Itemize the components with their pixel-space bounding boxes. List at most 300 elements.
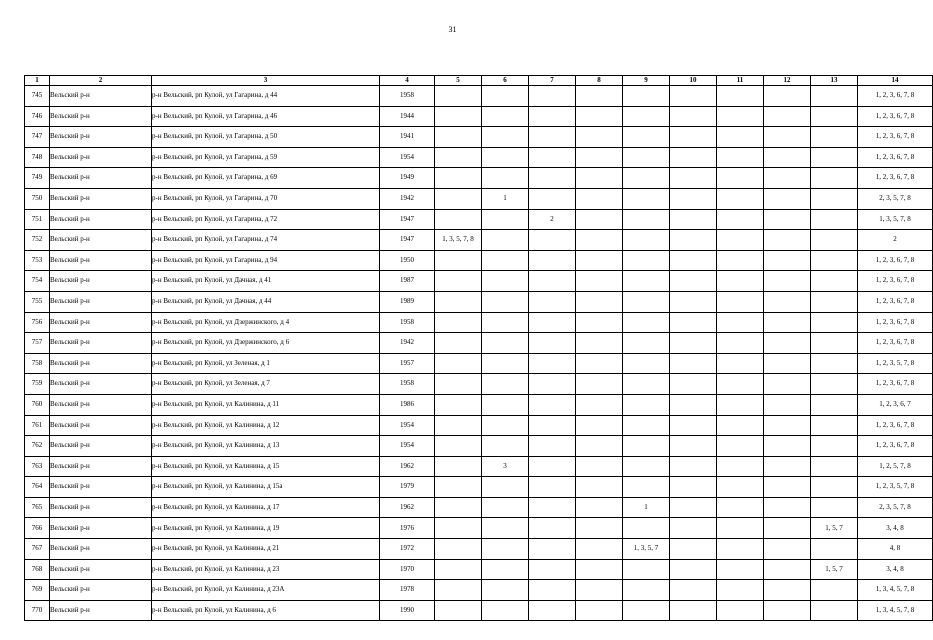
district-cell: Вельский р-н bbox=[50, 353, 152, 374]
col11-cell bbox=[717, 250, 764, 271]
col12-cell bbox=[764, 415, 811, 436]
col5-cell bbox=[435, 106, 482, 127]
col11-cell bbox=[717, 353, 764, 374]
col8-cell bbox=[576, 147, 623, 168]
table-row bbox=[25, 147, 933, 168]
table-row bbox=[25, 230, 933, 251]
col12-cell bbox=[764, 518, 811, 539]
col14-cell: 1, 2, 5, 7, 8 bbox=[858, 456, 933, 477]
year-cell: 1990 bbox=[380, 600, 435, 621]
col9-cell: 1, 3, 5, 7 bbox=[623, 539, 670, 560]
col11-cell bbox=[717, 271, 764, 292]
col5-cell bbox=[435, 374, 482, 395]
col5-cell bbox=[435, 209, 482, 230]
col14-cell: 4, 8 bbox=[858, 539, 933, 560]
col11-cell bbox=[717, 106, 764, 127]
year-cell: 1978 bbox=[380, 580, 435, 601]
col5-cell bbox=[435, 497, 482, 518]
address-cell: р-н Вельский, рп Кулой, ул Гагарина, д 74 bbox=[152, 230, 380, 251]
table-row bbox=[25, 580, 933, 601]
col11-cell bbox=[717, 209, 764, 230]
col6-cell bbox=[482, 559, 529, 580]
col11-cell bbox=[717, 168, 764, 189]
table-row bbox=[25, 291, 933, 312]
district-cell: Вельский р-н bbox=[50, 456, 152, 477]
col5-cell bbox=[435, 250, 482, 271]
col9-cell bbox=[623, 580, 670, 601]
year-cell: 1947 bbox=[380, 230, 435, 251]
col9-cell bbox=[623, 312, 670, 333]
address-cell: р-н Вельский, рп Кулой, ул Калинина, д 21 bbox=[152, 539, 380, 560]
col12-cell bbox=[764, 312, 811, 333]
col9-cell bbox=[623, 333, 670, 354]
col6-cell bbox=[482, 230, 529, 251]
col12-cell bbox=[764, 374, 811, 395]
address-cell: р-н Вельский, рп Кулой, ул Гагарина, д 72 bbox=[152, 209, 380, 230]
col7-cell bbox=[529, 415, 576, 436]
col12-cell bbox=[764, 559, 811, 580]
address-cell: р-н Вельский, рп Кулой, ул Калинина, д 11 bbox=[152, 394, 380, 415]
year-cell: 1944 bbox=[380, 106, 435, 127]
col11-cell bbox=[717, 456, 764, 477]
col7-cell bbox=[529, 539, 576, 560]
col11-cell bbox=[717, 497, 764, 518]
col6-cell bbox=[482, 86, 529, 107]
col6-cell bbox=[482, 580, 529, 601]
col9-cell bbox=[623, 188, 670, 209]
table-row bbox=[25, 559, 933, 580]
col14-cell: 1, 2, 3, 5, 7, 8 bbox=[858, 477, 933, 498]
col7-cell bbox=[529, 291, 576, 312]
col12-cell bbox=[764, 188, 811, 209]
col12-cell bbox=[764, 230, 811, 251]
col5-cell bbox=[435, 456, 482, 477]
district-cell: Вельский р-н bbox=[50, 250, 152, 271]
col7-cell bbox=[529, 353, 576, 374]
row-number: 746 bbox=[25, 106, 50, 127]
col5-cell bbox=[435, 271, 482, 292]
address-cell: р-н Вельский, рп Кулой, ул Гагарина, д 59 bbox=[152, 147, 380, 168]
col14-cell: 1, 2, 3, 6, 7, 8 bbox=[858, 250, 933, 271]
col13-cell bbox=[811, 456, 858, 477]
col11-cell bbox=[717, 312, 764, 333]
row-number: 754 bbox=[25, 271, 50, 292]
year-cell: 1947 bbox=[380, 209, 435, 230]
district-cell: Вельский р-н bbox=[50, 477, 152, 498]
col6-cell bbox=[482, 250, 529, 271]
col6-cell bbox=[482, 374, 529, 395]
col13-cell bbox=[811, 580, 858, 601]
col11-cell bbox=[717, 539, 764, 560]
col12-cell bbox=[764, 106, 811, 127]
col10-cell bbox=[670, 580, 717, 601]
col8-cell bbox=[576, 518, 623, 539]
address-cell: р-н Вельский, рп Кулой, ул Калинина, д 17 bbox=[152, 497, 380, 518]
row-number: 762 bbox=[25, 436, 50, 457]
district-cell: Вельский р-н bbox=[50, 518, 152, 539]
col13-cell bbox=[811, 147, 858, 168]
address-cell: р-н Вельский, рп Кулой, ул Калинина, д 23 bbox=[152, 559, 380, 580]
row-number: 751 bbox=[25, 209, 50, 230]
col8-cell bbox=[576, 374, 623, 395]
col5-cell bbox=[435, 539, 482, 560]
col10-cell bbox=[670, 353, 717, 374]
col7-cell bbox=[529, 86, 576, 107]
col14-cell: 1, 3, 4, 5, 7, 8 bbox=[858, 600, 933, 621]
col11-cell bbox=[717, 86, 764, 107]
col5-cell bbox=[435, 188, 482, 209]
col5-cell bbox=[435, 580, 482, 601]
col12-cell bbox=[764, 600, 811, 621]
col7-cell bbox=[529, 477, 576, 498]
col8-cell bbox=[576, 477, 623, 498]
column-header: 13 bbox=[811, 76, 858, 86]
col13-cell bbox=[811, 312, 858, 333]
col8-cell bbox=[576, 394, 623, 415]
col9-cell bbox=[623, 291, 670, 312]
row-number: 753 bbox=[25, 250, 50, 271]
col8-cell bbox=[576, 230, 623, 251]
col6-cell bbox=[482, 127, 529, 148]
col9-cell: 1 bbox=[623, 497, 670, 518]
col13-cell bbox=[811, 291, 858, 312]
col10-cell bbox=[670, 291, 717, 312]
col11-cell bbox=[717, 518, 764, 539]
year-cell: 1976 bbox=[380, 518, 435, 539]
column-header: 14 bbox=[858, 76, 933, 86]
table-row bbox=[25, 497, 933, 518]
col7-cell bbox=[529, 312, 576, 333]
year-cell: 1958 bbox=[380, 86, 435, 107]
col5-cell: 1, 3, 5, 7, 8 bbox=[435, 230, 482, 251]
column-header: 11 bbox=[717, 76, 764, 86]
table-row bbox=[25, 415, 933, 436]
col12-cell bbox=[764, 333, 811, 354]
address-cell: р-н Вельский, рп Кулой, ул Дачная, д 44 bbox=[152, 291, 380, 312]
col9-cell bbox=[623, 436, 670, 457]
col8-cell bbox=[576, 600, 623, 621]
col12-cell bbox=[764, 250, 811, 271]
col12-cell bbox=[764, 353, 811, 374]
district-cell: Вельский р-н bbox=[50, 312, 152, 333]
district-cell: Вельский р-н bbox=[50, 271, 152, 292]
col11-cell bbox=[717, 147, 764, 168]
col8-cell bbox=[576, 415, 623, 436]
row-number: 745 bbox=[25, 86, 50, 107]
col13-cell bbox=[811, 477, 858, 498]
address-cell: р-н Вельский, рп Кулой, ул Гагарина, д 70 bbox=[152, 188, 380, 209]
row-number: 750 bbox=[25, 188, 50, 209]
address-cell: р-н Вельский, рп Кулой, ул Калинина, д 12 bbox=[152, 415, 380, 436]
col5-cell bbox=[435, 600, 482, 621]
row-number: 755 bbox=[25, 291, 50, 312]
col10-cell bbox=[670, 497, 717, 518]
col13-cell bbox=[811, 415, 858, 436]
col5-cell bbox=[435, 291, 482, 312]
year-cell: 1989 bbox=[380, 291, 435, 312]
year-cell: 1987 bbox=[380, 271, 435, 292]
col10-cell bbox=[670, 127, 717, 148]
col10-cell bbox=[670, 456, 717, 477]
col7-cell bbox=[529, 436, 576, 457]
col9-cell bbox=[623, 456, 670, 477]
col6-cell bbox=[482, 353, 529, 374]
col9-cell bbox=[623, 271, 670, 292]
col7-cell bbox=[529, 106, 576, 127]
year-cell: 1957 bbox=[380, 353, 435, 374]
col9-cell bbox=[623, 374, 670, 395]
district-cell: Вельский р-н bbox=[50, 374, 152, 395]
district-cell: Вельский р-н bbox=[50, 127, 152, 148]
address-cell: р-н Вельский, рп Кулой, ул Гагарина, д 44 bbox=[152, 86, 380, 107]
col7-cell bbox=[529, 188, 576, 209]
district-cell: Вельский р-н bbox=[50, 415, 152, 436]
district-cell: Вельский р-н bbox=[50, 394, 152, 415]
col14-cell: 1, 3, 5, 7, 8 bbox=[858, 209, 933, 230]
col10-cell bbox=[670, 436, 717, 457]
address-cell: р-н Вельский, рп Кулой, ул Калинина, д 13 bbox=[152, 436, 380, 457]
col5-cell bbox=[435, 312, 482, 333]
col14-cell: 1, 2, 3, 6, 7, 8 bbox=[858, 86, 933, 107]
row-number: 761 bbox=[25, 415, 50, 436]
col7-cell bbox=[529, 497, 576, 518]
col8-cell bbox=[576, 580, 623, 601]
col14-cell: 1, 2, 3, 6, 7 bbox=[858, 394, 933, 415]
table-row bbox=[25, 394, 933, 415]
row-number: 764 bbox=[25, 477, 50, 498]
col6-cell bbox=[482, 394, 529, 415]
col9-cell bbox=[623, 353, 670, 374]
col14-cell: 2, 3, 5, 7, 8 bbox=[858, 188, 933, 209]
col14-cell: 1, 2, 3, 6, 7, 8 bbox=[858, 271, 933, 292]
col9-cell bbox=[623, 250, 670, 271]
col9-cell bbox=[623, 230, 670, 251]
col14-cell: 1, 3, 4, 5, 7, 8 bbox=[858, 580, 933, 601]
col10-cell bbox=[670, 394, 717, 415]
col8-cell bbox=[576, 333, 623, 354]
col7-cell bbox=[529, 456, 576, 477]
col10-cell bbox=[670, 374, 717, 395]
col7-cell bbox=[529, 147, 576, 168]
col6-cell bbox=[482, 106, 529, 127]
col11-cell bbox=[717, 291, 764, 312]
col12-cell bbox=[764, 456, 811, 477]
col5-cell bbox=[435, 353, 482, 374]
col9-cell bbox=[623, 559, 670, 580]
table-row bbox=[25, 209, 933, 230]
col13-cell bbox=[811, 271, 858, 292]
row-number: 749 bbox=[25, 168, 50, 189]
row-number: 759 bbox=[25, 374, 50, 395]
table-row bbox=[25, 127, 933, 148]
col5-cell bbox=[435, 559, 482, 580]
col14-cell: 1, 2, 3, 6, 7, 8 bbox=[858, 333, 933, 354]
col10-cell bbox=[670, 518, 717, 539]
address-cell: р-н Вельский, рп Кулой, ул Калинина, д 6 bbox=[152, 600, 380, 621]
district-cell: Вельский р-н bbox=[50, 86, 152, 107]
row-number: 756 bbox=[25, 312, 50, 333]
register-table bbox=[24, 75, 933, 621]
district-cell: Вельский р-н bbox=[50, 539, 152, 560]
col9-cell bbox=[623, 600, 670, 621]
col14-cell: 2 bbox=[858, 230, 933, 251]
col6-cell bbox=[482, 497, 529, 518]
col13-cell bbox=[811, 188, 858, 209]
col12-cell bbox=[764, 147, 811, 168]
table-row bbox=[25, 518, 933, 539]
header-row bbox=[25, 76, 933, 86]
col5-cell bbox=[435, 168, 482, 189]
col7-cell bbox=[529, 333, 576, 354]
col8-cell bbox=[576, 559, 623, 580]
col7-cell bbox=[529, 559, 576, 580]
col7-cell bbox=[529, 127, 576, 148]
col10-cell bbox=[670, 188, 717, 209]
col11-cell bbox=[717, 600, 764, 621]
col8-cell bbox=[576, 456, 623, 477]
row-number: 767 bbox=[25, 539, 50, 560]
year-cell: 1942 bbox=[380, 333, 435, 354]
col10-cell bbox=[670, 415, 717, 436]
year-cell: 1949 bbox=[380, 168, 435, 189]
col14-cell: 1, 2, 3, 6, 7, 8 bbox=[858, 147, 933, 168]
col5-cell bbox=[435, 436, 482, 457]
col6-cell bbox=[482, 271, 529, 292]
col5-cell bbox=[435, 518, 482, 539]
col11-cell bbox=[717, 477, 764, 498]
table-row bbox=[25, 477, 933, 498]
col12-cell bbox=[764, 477, 811, 498]
table-row bbox=[25, 312, 933, 333]
table-body bbox=[25, 86, 933, 621]
col13-cell bbox=[811, 353, 858, 374]
col13-cell bbox=[811, 539, 858, 560]
col13-cell bbox=[811, 86, 858, 107]
address-cell: р-н Вельский, рп Кулой, ул Калинина, д 15 bbox=[152, 456, 380, 477]
address-cell: р-н Вельский, рп Кулой, ул Гагарина, д 46 bbox=[152, 106, 380, 127]
col12-cell bbox=[764, 168, 811, 189]
col14-cell: 1, 2, 3, 6, 7, 8 bbox=[858, 374, 933, 395]
col12-cell bbox=[764, 291, 811, 312]
col8-cell bbox=[576, 271, 623, 292]
col10-cell bbox=[670, 168, 717, 189]
col6-cell bbox=[482, 312, 529, 333]
col6-cell: 3 bbox=[482, 456, 529, 477]
table-row bbox=[25, 353, 933, 374]
col5-cell bbox=[435, 477, 482, 498]
col7-cell bbox=[529, 271, 576, 292]
address-cell: р-н Вельский, рп Кулой, ул Дачная, д 41 bbox=[152, 271, 380, 292]
col13-cell: 1, 5, 7 bbox=[811, 518, 858, 539]
col11-cell bbox=[717, 394, 764, 415]
col11-cell bbox=[717, 374, 764, 395]
column-header: 3 bbox=[152, 76, 380, 86]
district-cell: Вельский р-н bbox=[50, 291, 152, 312]
col14-cell: 1, 2, 3, 6, 7, 8 bbox=[858, 291, 933, 312]
col6-cell bbox=[482, 147, 529, 168]
col6-cell bbox=[482, 333, 529, 354]
address-cell: р-н Вельский, рп Кулой, ул Дзержинского, д 4 bbox=[152, 312, 380, 333]
col8-cell bbox=[576, 291, 623, 312]
col12-cell bbox=[764, 580, 811, 601]
column-header: 5 bbox=[435, 76, 482, 86]
table-row bbox=[25, 456, 933, 477]
row-number: 758 bbox=[25, 353, 50, 374]
col7-cell bbox=[529, 250, 576, 271]
row-number: 763 bbox=[25, 456, 50, 477]
col8-cell bbox=[576, 250, 623, 271]
row-number: 765 bbox=[25, 497, 50, 518]
row-number: 768 bbox=[25, 559, 50, 580]
col13-cell bbox=[811, 333, 858, 354]
district-cell: Вельский р-н bbox=[50, 559, 152, 580]
col14-cell: 1, 2, 3, 6, 7, 8 bbox=[858, 312, 933, 333]
col6-cell bbox=[482, 209, 529, 230]
col8-cell bbox=[576, 497, 623, 518]
col8-cell bbox=[576, 209, 623, 230]
district-cell: Вельский р-н bbox=[50, 188, 152, 209]
table-row bbox=[25, 168, 933, 189]
col11-cell bbox=[717, 333, 764, 354]
address-cell: р-н Вельский, рп Кулой, ул Дзержинского, д 6 bbox=[152, 333, 380, 354]
col7-cell bbox=[529, 168, 576, 189]
column-header: 7 bbox=[529, 76, 576, 86]
col7-cell bbox=[529, 600, 576, 621]
address-cell: р-н Вельский, рп Кулой, ул Гагарина, д 69 bbox=[152, 168, 380, 189]
col9-cell bbox=[623, 86, 670, 107]
column-header: 10 bbox=[670, 76, 717, 86]
col5-cell bbox=[435, 333, 482, 354]
col10-cell bbox=[670, 209, 717, 230]
row-number: 748 bbox=[25, 147, 50, 168]
col12-cell bbox=[764, 209, 811, 230]
address-cell: р-н Вельский, рп Кулой, ул Калинина, д 19 bbox=[152, 518, 380, 539]
col11-cell bbox=[717, 436, 764, 457]
table-row bbox=[25, 250, 933, 271]
district-cell: Вельский р-н bbox=[50, 600, 152, 621]
col13-cell bbox=[811, 600, 858, 621]
col14-cell: 3, 4, 8 bbox=[858, 518, 933, 539]
col9-cell bbox=[623, 168, 670, 189]
col5-cell bbox=[435, 86, 482, 107]
col8-cell bbox=[576, 312, 623, 333]
col6-cell bbox=[482, 600, 529, 621]
table-row bbox=[25, 539, 933, 560]
col13-cell bbox=[811, 436, 858, 457]
column-header: 4 bbox=[380, 76, 435, 86]
col10-cell bbox=[670, 230, 717, 251]
table-row bbox=[25, 333, 933, 354]
page-number: 31 bbox=[448, 25, 457, 34]
col13-cell bbox=[811, 250, 858, 271]
col14-cell: 1, 2, 3, 6, 7, 8 bbox=[858, 106, 933, 127]
col13-cell bbox=[811, 230, 858, 251]
col10-cell bbox=[670, 312, 717, 333]
col13-cell bbox=[811, 127, 858, 148]
col7-cell bbox=[529, 394, 576, 415]
district-cell: Вельский р-н bbox=[50, 209, 152, 230]
year-cell: 1954 bbox=[380, 415, 435, 436]
year-cell: 1970 bbox=[380, 559, 435, 580]
year-cell: 1972 bbox=[380, 539, 435, 560]
year-cell: 1986 bbox=[380, 394, 435, 415]
col8-cell bbox=[576, 86, 623, 107]
col7-cell bbox=[529, 374, 576, 395]
col6-cell bbox=[482, 477, 529, 498]
col14-cell: 1, 2, 3, 5, 7, 8 bbox=[858, 353, 933, 374]
address-cell: р-н Вельский, рп Кулой, ул Гагарина, д 50 bbox=[152, 127, 380, 148]
year-cell: 1962 bbox=[380, 497, 435, 518]
